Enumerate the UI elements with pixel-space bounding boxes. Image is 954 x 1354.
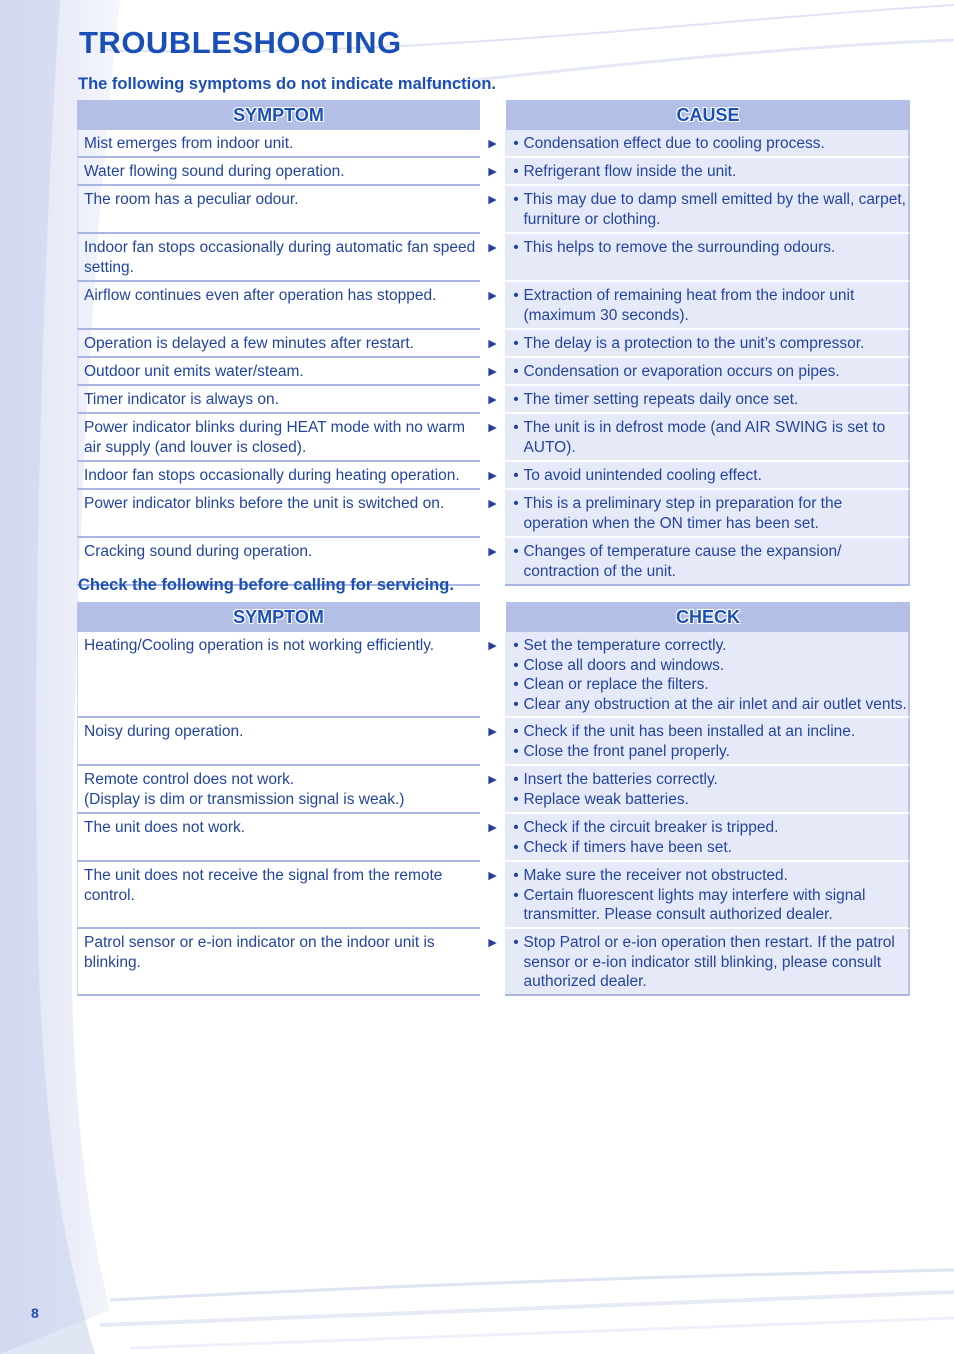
bullet-text: The timer setting repeats daily once set. (523, 391, 799, 408)
cause-cell (505, 282, 910, 330)
bullet-item (508, 656, 908, 676)
bullet-dot: • (513, 886, 519, 904)
arrow-icon: ► (485, 191, 500, 207)
cause-cell (505, 490, 910, 538)
bullet-dot: • (513, 819, 519, 836)
bullet-item (508, 542, 908, 581)
table-row (77, 814, 910, 862)
symptom-cell: Noisy during operation. (77, 718, 480, 766)
symptom-cell: Heating/Cooling operation is not working efficiently. (77, 632, 480, 718)
bullet-item (508, 722, 908, 742)
bullet-text: Condensation effect due to cooling process. (523, 135, 825, 152)
symptom-check-table (77, 602, 910, 996)
bullet-item (508, 390, 908, 410)
bullet-item (508, 418, 908, 457)
symptom-cell: Patrol sensor or e-ion indicator on the indoor unit is blinking. (77, 929, 480, 996)
col-symptom-header: SYMPTOM (77, 602, 480, 632)
cause-cell (505, 330, 910, 358)
symptom-cell: Cracking sound during operation. (77, 538, 480, 586)
table-row (77, 414, 910, 462)
cause-cell (505, 234, 910, 282)
check-cell (505, 632, 910, 718)
bullet-text: Check if timers have been set. (523, 838, 732, 856)
cause-cell (505, 414, 910, 462)
check-cell (505, 929, 910, 996)
bullet-text: Set the temperature correctly. (523, 637, 727, 654)
bullet-item (508, 886, 908, 925)
cause-cell (505, 538, 910, 586)
bullet-dot: • (513, 723, 519, 740)
bullet-text: Clean or replace the filters. (523, 676, 709, 693)
cause-cell (505, 386, 910, 414)
arrow-icon: ► (485, 637, 500, 653)
bullet-dot: • (513, 391, 519, 408)
arrow-icon: ► (485, 363, 500, 379)
arrow-icon: ► (485, 723, 500, 739)
bullet-dot: • (513, 867, 519, 884)
bullet-dot: • (513, 363, 519, 380)
bullet-text: Certain fluorescent lights may interfere with signal transmitter. Please consult authorized dealer. (523, 886, 866, 923)
arrow-icon: ► (485, 163, 500, 179)
arrow-icon: ► (485, 335, 500, 351)
bullet-text: To avoid unintended cooling effect. (523, 467, 762, 484)
symptom-cell: Indoor fan stops occasionally during automatic fan speed setting. (77, 234, 480, 282)
bullet-text: Check if the circuit breaker is tripped. (523, 819, 779, 836)
check-cell (505, 814, 910, 862)
arrow-icon: ► (485, 419, 500, 435)
symptom-cell: Power indicator blinks before the unit is switched on. (77, 490, 480, 538)
bullet-text: Insert the batteries correctly. (523, 771, 718, 788)
table-row (77, 386, 910, 414)
bullet-text: The unit is in defrost mode (and AIR SWING is set to AUTO). (523, 419, 886, 456)
symptom-cell: Operation is delayed a few minutes after restart. (77, 330, 480, 358)
bullet-text: Condensation or evaporation occurs on pipes. (523, 363, 840, 380)
section1-heading: The following symptoms do not indicate malfunction. (78, 75, 497, 93)
table-row (77, 330, 910, 358)
symptom-cell: The unit does not work. (77, 814, 480, 862)
symptom-cell: Mist emerges from indoor unit. (77, 130, 480, 158)
bullet-text: Extraction of remaining heat from the indoor unit (maximum 30 seconds). (523, 287, 855, 324)
table-header (77, 100, 910, 130)
cause-cell (505, 462, 910, 490)
bullet-text: Make sure the receiver not obstructed. (523, 867, 788, 884)
bullet-dot: • (513, 419, 519, 436)
table-body (77, 632, 910, 996)
bullet-dot: • (513, 163, 519, 180)
bullet-item (508, 134, 908, 154)
bullet-item (508, 675, 908, 695)
bullet-text: Changes of temperature cause the expansion/ contraction of the unit. (523, 543, 842, 580)
bullet-item (508, 790, 908, 810)
arrow-icon: ► (485, 467, 500, 483)
arrow-icon: ► (485, 391, 500, 407)
bullet-item (508, 838, 908, 858)
symptom-cell: The unit does not receive the signal from the remote control. (77, 862, 480, 929)
bullet-text: This is a preliminary step in preparation for the operation when the ON timer has been set. (523, 495, 843, 532)
bullet-item (508, 362, 908, 382)
bullet-dot: • (513, 287, 519, 304)
bullet-dot: • (513, 934, 519, 951)
bullet-text: Replace weak batteries. (523, 790, 689, 808)
bullet-dot: • (513, 495, 519, 512)
symptom-cause-table (77, 100, 910, 586)
bullet-dot: • (513, 838, 519, 856)
col-symptom-header: SYMPTOM (77, 100, 480, 130)
table-row (77, 158, 910, 186)
section2-heading: Check the following before calling for servicing. (78, 576, 454, 594)
symptom-cell: Indoor fan stops occasionally during heating operation. (77, 462, 480, 490)
table-row (77, 490, 910, 538)
bullet-dot: • (513, 695, 519, 713)
cause-cell (505, 186, 910, 234)
bullet-text: The delay is a protection to the unit’s compressor. (523, 335, 865, 352)
bullet-dot: • (513, 239, 519, 256)
bullet-dot: • (513, 676, 519, 693)
symptom-cell: Airflow continues even after operation has stopped. (77, 282, 480, 330)
bullet-dot: • (513, 335, 519, 352)
bullet-dot: • (513, 135, 519, 152)
bullet-dot: • (513, 742, 519, 760)
table-body (77, 130, 910, 586)
bullet-dot: • (513, 656, 519, 674)
arrow-icon: ► (485, 287, 500, 303)
bullet-dot: • (513, 771, 519, 788)
check-cell (505, 718, 910, 766)
bullet-item (508, 494, 908, 533)
bullet-dot: • (513, 191, 519, 208)
bullet-item (508, 695, 908, 715)
symptom-cell: Water flowing sound during operation. (77, 158, 480, 186)
arrow-icon: ► (485, 543, 500, 559)
bullet-text: Stop Patrol or e-ion operation then restart. If the patrol sensor or e-ion indicator still blinking, please consult authorized dealer. (523, 934, 895, 990)
symptom-cell: The room has a peculiar odour. (77, 186, 480, 234)
bullet-item (508, 636, 908, 656)
col-cause-header: CAUSE (506, 100, 910, 130)
bullet-dot: • (513, 637, 519, 654)
bullet-text: Check if the unit has been installed at an incline. (523, 723, 856, 740)
arrow-icon: ► (485, 819, 500, 835)
page-title: TROUBLESHOOTING (79, 25, 402, 60)
table-row (77, 862, 910, 929)
bullet-text: Clear any obstruction at the air inlet and air outlet vents. (523, 695, 907, 713)
bullet-item (508, 334, 908, 354)
symptom-cell: Timer indicator is always on. (77, 386, 480, 414)
arrow-icon: ► (485, 771, 500, 787)
bullet-text: Refrigerant flow inside the unit. (523, 163, 737, 180)
check-cell (505, 862, 910, 929)
bullet-text: Close the front panel properly. (523, 742, 730, 760)
table-row (77, 632, 910, 718)
bullet-dot: • (513, 467, 519, 484)
cause-cell (505, 358, 910, 386)
check-cell (505, 766, 910, 814)
table-row (77, 718, 910, 766)
table-row (77, 929, 910, 996)
bullet-dot: • (513, 543, 519, 560)
cause-cell (505, 158, 910, 186)
bullet-item (508, 238, 908, 258)
bullet-item (508, 866, 908, 886)
bullet-item (508, 818, 908, 838)
symptom-cell: Outdoor unit emits water/steam. (77, 358, 480, 386)
page-number: 8 (31, 1305, 39, 1321)
bullet-text: Close all doors and windows. (523, 656, 725, 674)
table-row (77, 766, 910, 814)
symptom-cell (77, 766, 480, 814)
bullet-item (508, 933, 908, 992)
table-header (77, 602, 910, 632)
arrow-icon: ► (485, 934, 500, 950)
bullet-item (508, 770, 908, 790)
bullet-text: This helps to remove the surrounding odours. (523, 239, 836, 256)
bullet-text: This may due to damp smell emitted by the wall, carpet, furniture or clothing. (523, 191, 906, 228)
symptom-line: (Display is dim or transmission signal is weak.) (84, 790, 405, 808)
table-row (77, 462, 910, 490)
bullet-item (508, 286, 908, 325)
table-row (77, 130, 910, 158)
bullet-item (508, 190, 908, 229)
symptom-line: Remote control does not work. (84, 771, 295, 788)
arrow-icon: ► (485, 135, 500, 151)
cause-cell (505, 130, 910, 158)
symptom-cell: Power indicator blinks during HEAT mode with no warm air supply (and louver is closed). (77, 414, 480, 462)
table-row (77, 234, 910, 282)
bullet-item (508, 466, 908, 486)
bullet-dot: • (513, 790, 519, 808)
col-check-header: CHECK (506, 602, 910, 632)
arrow-icon: ► (485, 495, 500, 511)
table-row (77, 186, 910, 234)
table-row (77, 282, 910, 330)
arrow-icon: ► (485, 239, 500, 255)
bullet-item (508, 742, 908, 762)
arrow-icon: ► (485, 867, 500, 883)
table-row (77, 358, 910, 386)
bullet-item (508, 162, 908, 182)
